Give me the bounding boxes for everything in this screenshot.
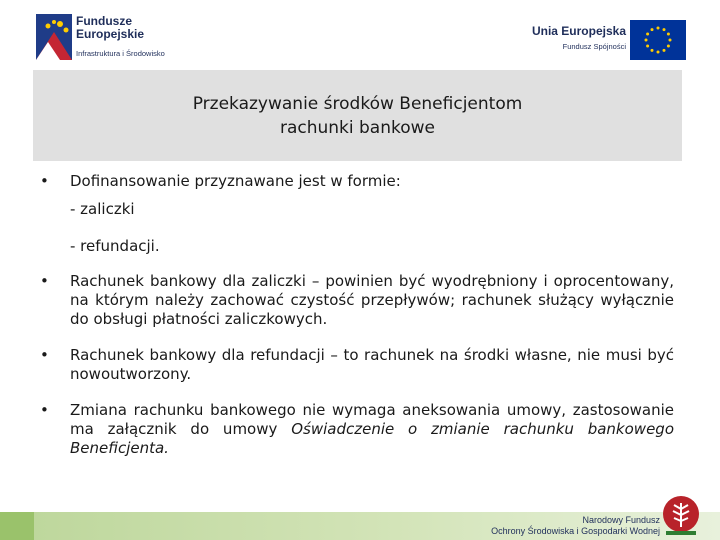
fe-logo-subtitle: Infrastruktura i Środowisko [76, 49, 165, 58]
bullet-item-refund-account: • Rachunek bankowy dla refundacji – to rachunek na środki własne, nie musi być nowoutworzony. [38, 346, 674, 384]
ue-logo-subtitle: Fundusz Spójności [562, 42, 626, 51]
slide-title-line1: Przekazywanie środków Beneficjentom [192, 93, 523, 114]
slide-title-band [33, 70, 682, 161]
eu-flag-icon [630, 20, 686, 60]
slide-title-line2: rachunki bankowe [279, 117, 436, 138]
ue-logo-title: Unia Europejska [531, 24, 626, 38]
nfosigw-logo-line1: Narodowy Fundusz [582, 515, 660, 525]
nfosigw-logo-text [491, 515, 660, 537]
bullet-item-account-change-text: Zmiana rachunku bankowego nie wymaga aneksowania umowy, zastosowanie ma załącznik do umowy [70, 401, 674, 438]
bullet-item-account-change [38, 401, 674, 458]
fundusze-europejskie-logo [34, 12, 194, 64]
nfosigw-logo-line2: Ochrony Środowiska i Gospodarki Wodnej [491, 526, 660, 536]
bullet-item-account-change-italic: Oświadczenie o zmianie rachunku bankowego Beneficjenta. [70, 420, 674, 457]
nfosigw-emblem-icon [662, 495, 700, 537]
sub-item-zaliczki: - zaliczki [70, 200, 135, 218]
fundusze-europejskie-emblem-icon [34, 12, 74, 62]
slide-content [38, 172, 674, 458]
fe-logo-title [76, 15, 144, 41]
fe-logo-title-line1: Fundusze [76, 14, 132, 28]
bullet-item-forms: • Dofinansowanie przyznawane jest w formie: [38, 172, 674, 191]
fe-logo-title-line2: Europejskie [76, 27, 145, 41]
bullet-item-advance-account: • Rachunek bankowy dla zaliczki – powinien być wyodrębniony i oprocentowany, na którym należy zachować czystość przepływów; rachunek służący wyłącznie do obsługi płatności zaliczkowych. [38, 272, 674, 329]
nfosigw-logo [484, 495, 704, 540]
unia-europejska-logo [506, 20, 686, 64]
footer-accent-tab [0, 512, 34, 540]
sub-item-refundacji: - refundacji. [70, 237, 160, 255]
